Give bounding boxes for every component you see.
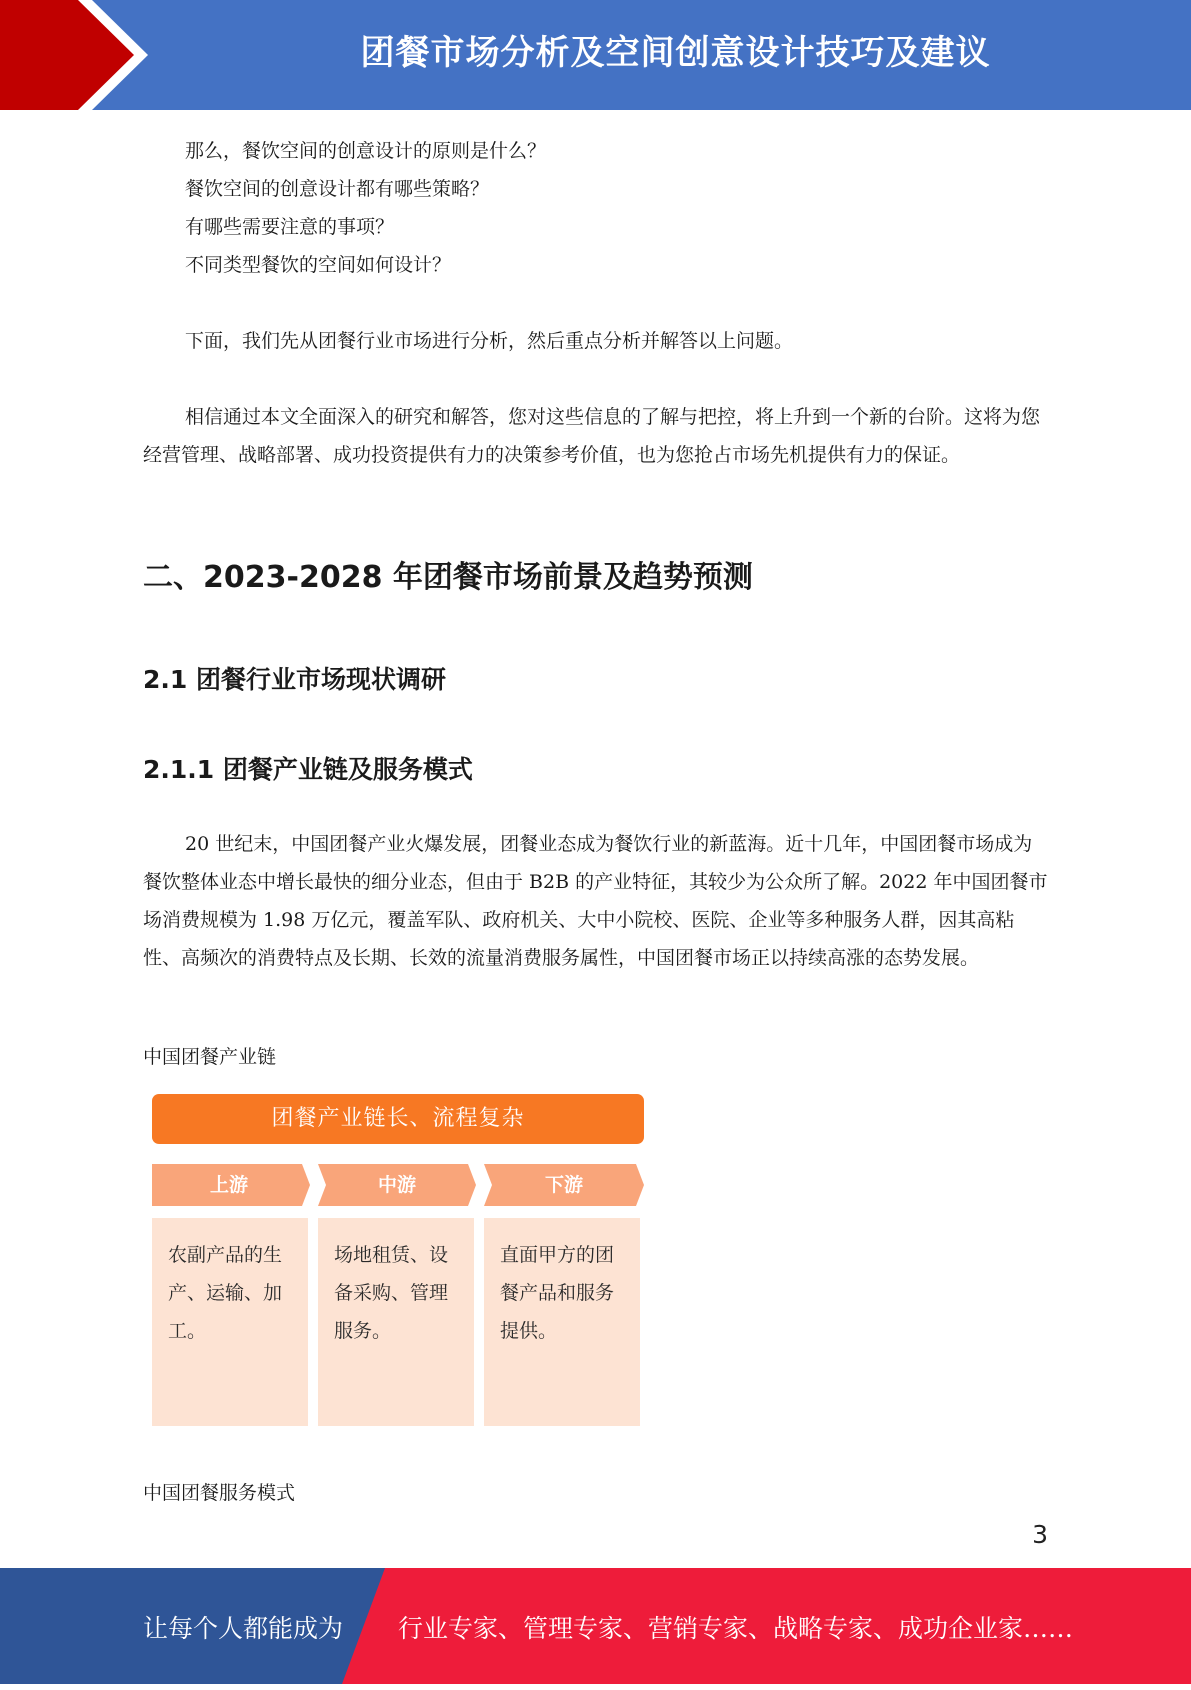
intro-paragraph: 下面，我们先从团餐行业市场进行分析，然后重点分析并解答以上问题。: [185, 330, 794, 352]
stage-label-upstream: 上游: [209, 1174, 248, 1196]
footer-slogan-right: 行业专家、管理专家、营销专家、战略专家、成功企业家……: [398, 1614, 1074, 1643]
stage-box-upstream: 农副产品的生产、运输、加工。: [152, 1218, 308, 1426]
question-line: 不同类型餐饮的空间如何设计？: [185, 254, 452, 276]
page-footer: [0, 1568, 1191, 1684]
question-line: 那么，餐饮空间的创意设计的原则是什么？: [185, 140, 547, 162]
page-header: [0, 0, 1191, 110]
figure-caption: 中国团餐产业链: [143, 1046, 277, 1068]
stage-label-midstream: 中游: [377, 1174, 416, 1196]
intro-section: [143, 132, 1048, 474]
stage-label-downstream: 下游: [544, 1174, 583, 1196]
document-title: 团餐市场分析及空间创意设计技巧及建议: [360, 33, 991, 73]
industry-chain-diagram: [152, 1094, 644, 1426]
subsubsection-heading: 2.1.1 团餐产业链及服务模式: [143, 755, 473, 784]
stage-box-downstream: 直面甲方的团餐产品和服务提供。: [484, 1218, 640, 1426]
question-line: 餐饮空间的创意设计都有哪些策略？: [185, 178, 490, 200]
stage-box-midstream: 场地租赁、设备采购、管理服务。: [318, 1218, 474, 1426]
figure-caption: 中国团餐服务模式: [143, 1482, 296, 1504]
header-chevron-icon: [0, 0, 160, 110]
footer-slogan-left: 让每个人都能成为: [143, 1614, 344, 1643]
body-paragraph-block: [143, 825, 1048, 977]
intro-paragraph: 相信通过本文全面深入的研究和解答，您对这些信息的了解与把控，将上升到一个新的台阶。这将为您经营管理、战略部署、成功投资提供有力的决策参考价值，也为您抢占市场先机提供有力的保证。: [143, 406, 1041, 466]
question-line: 有哪些需要注意的事项？: [185, 216, 395, 238]
body-paragraph: 20 世纪末，中国团餐产业火爆发展，团餐业态成为餐饮行业的新蓝海。近十几年，中国团餐市场成为餐饮整体业态中增长最快的细分业态，但由于 B2B 的产业特征，其较少为公众所了解。2022 年中国团餐市场消费规模为 1.98 万亿元，覆盖军队、政府机关、大中小院校、医院、企业等多种服务人群，因其高粘性、高频次的消费特点及长期、长效的流量消费服务属性，中国团餐市场正以持续高涨的态势发展。: [143, 833, 1048, 969]
chain-banner: 团餐产业链长、流程复杂: [152, 1094, 644, 1144]
page-number: 3: [1032, 1520, 1048, 1549]
section-heading: 二、2023-2028 年团餐市场前景及趋势预测: [143, 560, 753, 595]
subsection-heading: 2.1 团餐行业市场现状调研: [143, 665, 446, 694]
